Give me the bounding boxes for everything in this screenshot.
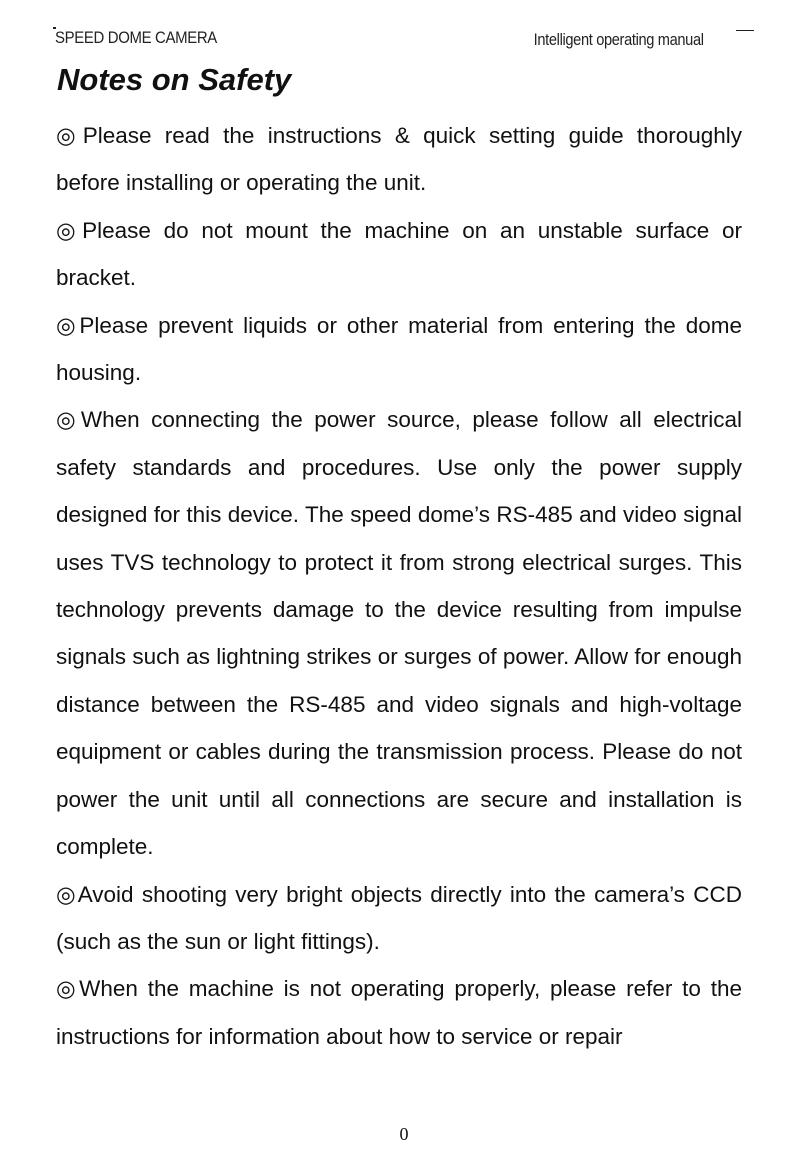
header-product-name: SPEED DOME CAMERA	[55, 28, 217, 47]
safety-note: ◎Please prevent liquids or other material from entering the dome housing.	[56, 312, 742, 386]
safety-note: ◎Avoid shooting very bright objects directly into the camera’s CCD (such as the sun or light fittings).	[56, 881, 742, 954]
safety-note: ◎When connecting the power source, please follow all electrical safety standards and procedures. Use only the power supply designed for this device. The speed dome’s RS-485 and video signal uses TVS technology to protect it from strong electrical surges. This technology prevents damage to the device resulting from impulse signals such as lightning strikes or surges of power. Allow for enough distance between the RS-485 and video signals and high-voltage equipment or cables during the transmission process. Please do not power the unit until all connections are secure and installation is complete.	[56, 407, 742, 860]
page-number: 0	[399, 1124, 409, 1144]
safety-note: ◎Please do not mount the machine on an unstable surface or bracket.	[56, 217, 742, 291]
safety-note: ◎When the machine is not operating properly, please refer to the instructions for information about how to service or repair	[56, 976, 742, 1049]
safety-notes	[56, 112, 742, 1060]
header-manual-title: Intelligent operating manual	[534, 30, 704, 49]
page-title: Notes on Safety	[57, 62, 292, 97]
header-rule	[736, 30, 754, 31]
safety-note: ◎Please read the instructions & quick setting guide thoroughly before installing or operating the unit.	[56, 123, 742, 196]
